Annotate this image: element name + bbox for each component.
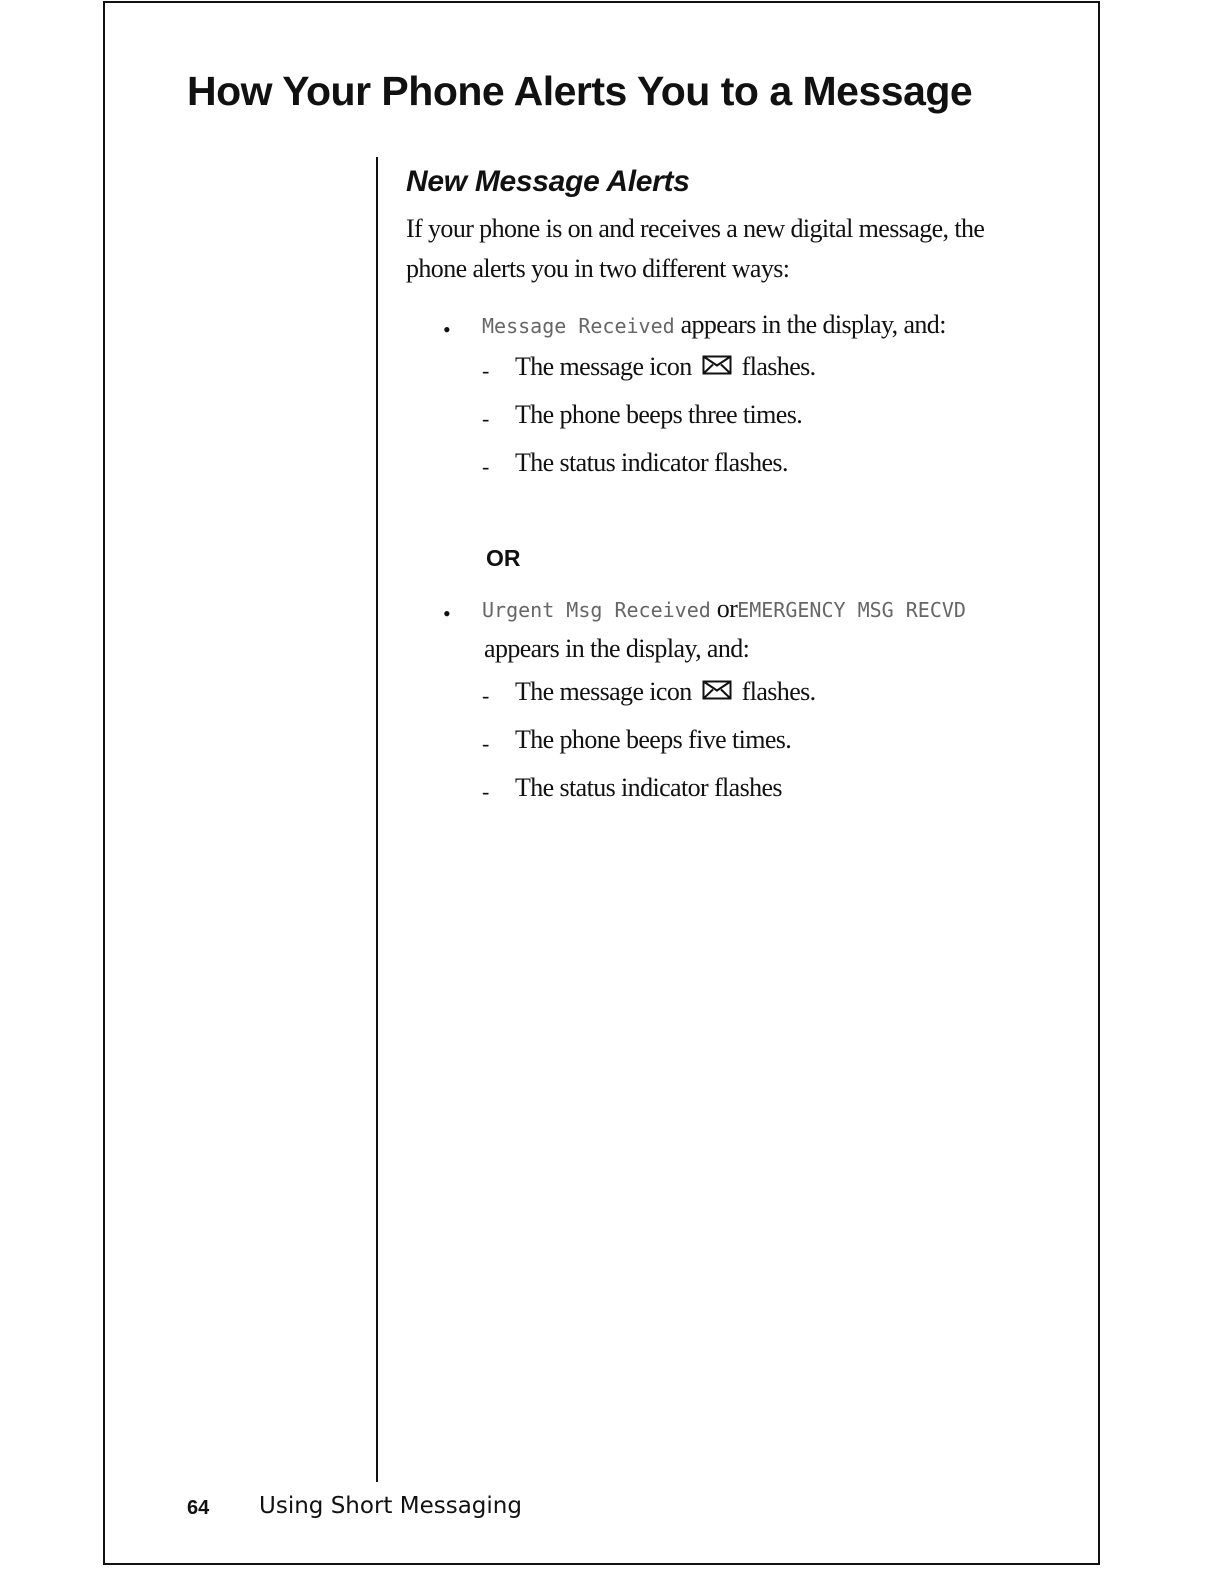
item-text: The message icon [515, 352, 692, 381]
footer-page-number: 64 [187, 1497, 210, 1519]
alert-1-trailing: appears in the display, and: [680, 310, 946, 339]
envelope-icon [702, 677, 732, 707]
alert-1-item-1 [515, 352, 816, 386]
dash: - [482, 358, 490, 383]
alert-1-item-2: The phone beeps three times. [515, 400, 803, 429]
envelope-icon [702, 352, 732, 382]
item-text: flashes. [741, 677, 816, 706]
item-text: The message icon [515, 677, 692, 706]
alert-2-line [482, 594, 966, 624]
display-text-emergency-msg-recvd: EMERGENCY MSG RECVD [737, 598, 966, 622]
alert-2-trailing: appears in the display, and: [484, 634, 750, 663]
alert-2-item-1 [515, 677, 816, 711]
dash: - [482, 731, 490, 756]
alert-2-item-2: The phone beeps five times. [515, 725, 792, 754]
or-label: OR [486, 545, 521, 571]
page-title: How Your Phone Alerts You to a Message [187, 68, 973, 114]
item-text: flashes. [741, 352, 816, 381]
alert-1-line [482, 310, 946, 340]
alert-2-item-3: The status indicator flashes [515, 773, 782, 802]
alert-1-item-3: The status indicator flashes. [515, 448, 788, 477]
display-text-urgent-msg-received: Urgent Msg Received [482, 598, 711, 622]
margin-rule [376, 157, 378, 1482]
dash: - [482, 779, 490, 804]
dash: - [482, 454, 490, 479]
dash: - [482, 406, 490, 431]
section-heading: New Message Alerts [406, 165, 690, 198]
intro-paragraph: If your phone is on and receives a new digital message, the phone alerts you in two different ways: [406, 214, 985, 283]
dash: - [482, 683, 490, 708]
footer-section-name: Using Short Messaging [259, 1493, 522, 1519]
alert-2-connector: or [716, 594, 738, 623]
bullet-1: • [443, 317, 451, 342]
bullet-2: • [443, 601, 451, 626]
display-text-message-received: Message Received [482, 314, 675, 338]
